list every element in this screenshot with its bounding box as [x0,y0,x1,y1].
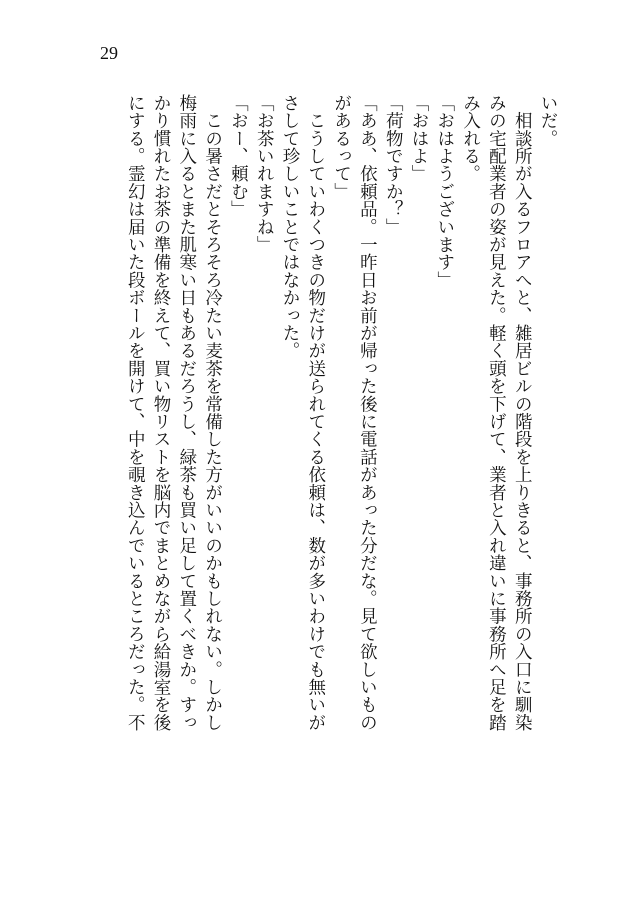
text-column: 「お茶いれますね」 [254,94,275,254]
text-column: 「ああ、依頼品。一昨日お前が帰った後に電話があった分だな。見て欲しいもの [357,94,378,732]
text-column: 梅雨に入るとまた肌寒い日もあるだろうし、緑茶も買い足して置くべきか。すっ [176,94,197,732]
text-column: があるって」 [331,94,352,201]
text-column: この暑さだとそろそろ冷たい麦茶を常備した方がいいのかもしれない。しかし [202,94,223,732]
text-column: さして珍しいことではなかった。 [280,94,300,360]
text-column: いだ。 [538,94,558,148]
text-column: 「おはよ」 [409,94,429,183]
text-column: み入れる。 [460,94,481,183]
text-column: にする。霊幻は届いた段ボールを開けて、中を覗き込んでいるところだった。不 [125,94,146,732]
text-column: 「おー、頼む」 [228,94,249,218]
text-column: かり慣れたお茶の準備を終えて、買い物リストを脳内でまとめながら給湯室を後 [151,94,171,732]
text-column: 「荷物ですか？」 [383,94,404,236]
text-column: 「おはようございます」 [434,94,455,289]
page-number: 29 [100,43,118,63]
text-column: こうしていわくつきの物だけが送られてくる依頼は、数が多いわけでも無いが [305,94,326,732]
text-column: みの宅配業者の姿が見えた。軽く頭を下げて、業者と入れ違いに事務所へ足を踏 [486,94,507,732]
text-column: 相談所が入るフロアへと、雑居ビルの階段を上りきると、事務所の入口に馴染 [512,94,533,732]
